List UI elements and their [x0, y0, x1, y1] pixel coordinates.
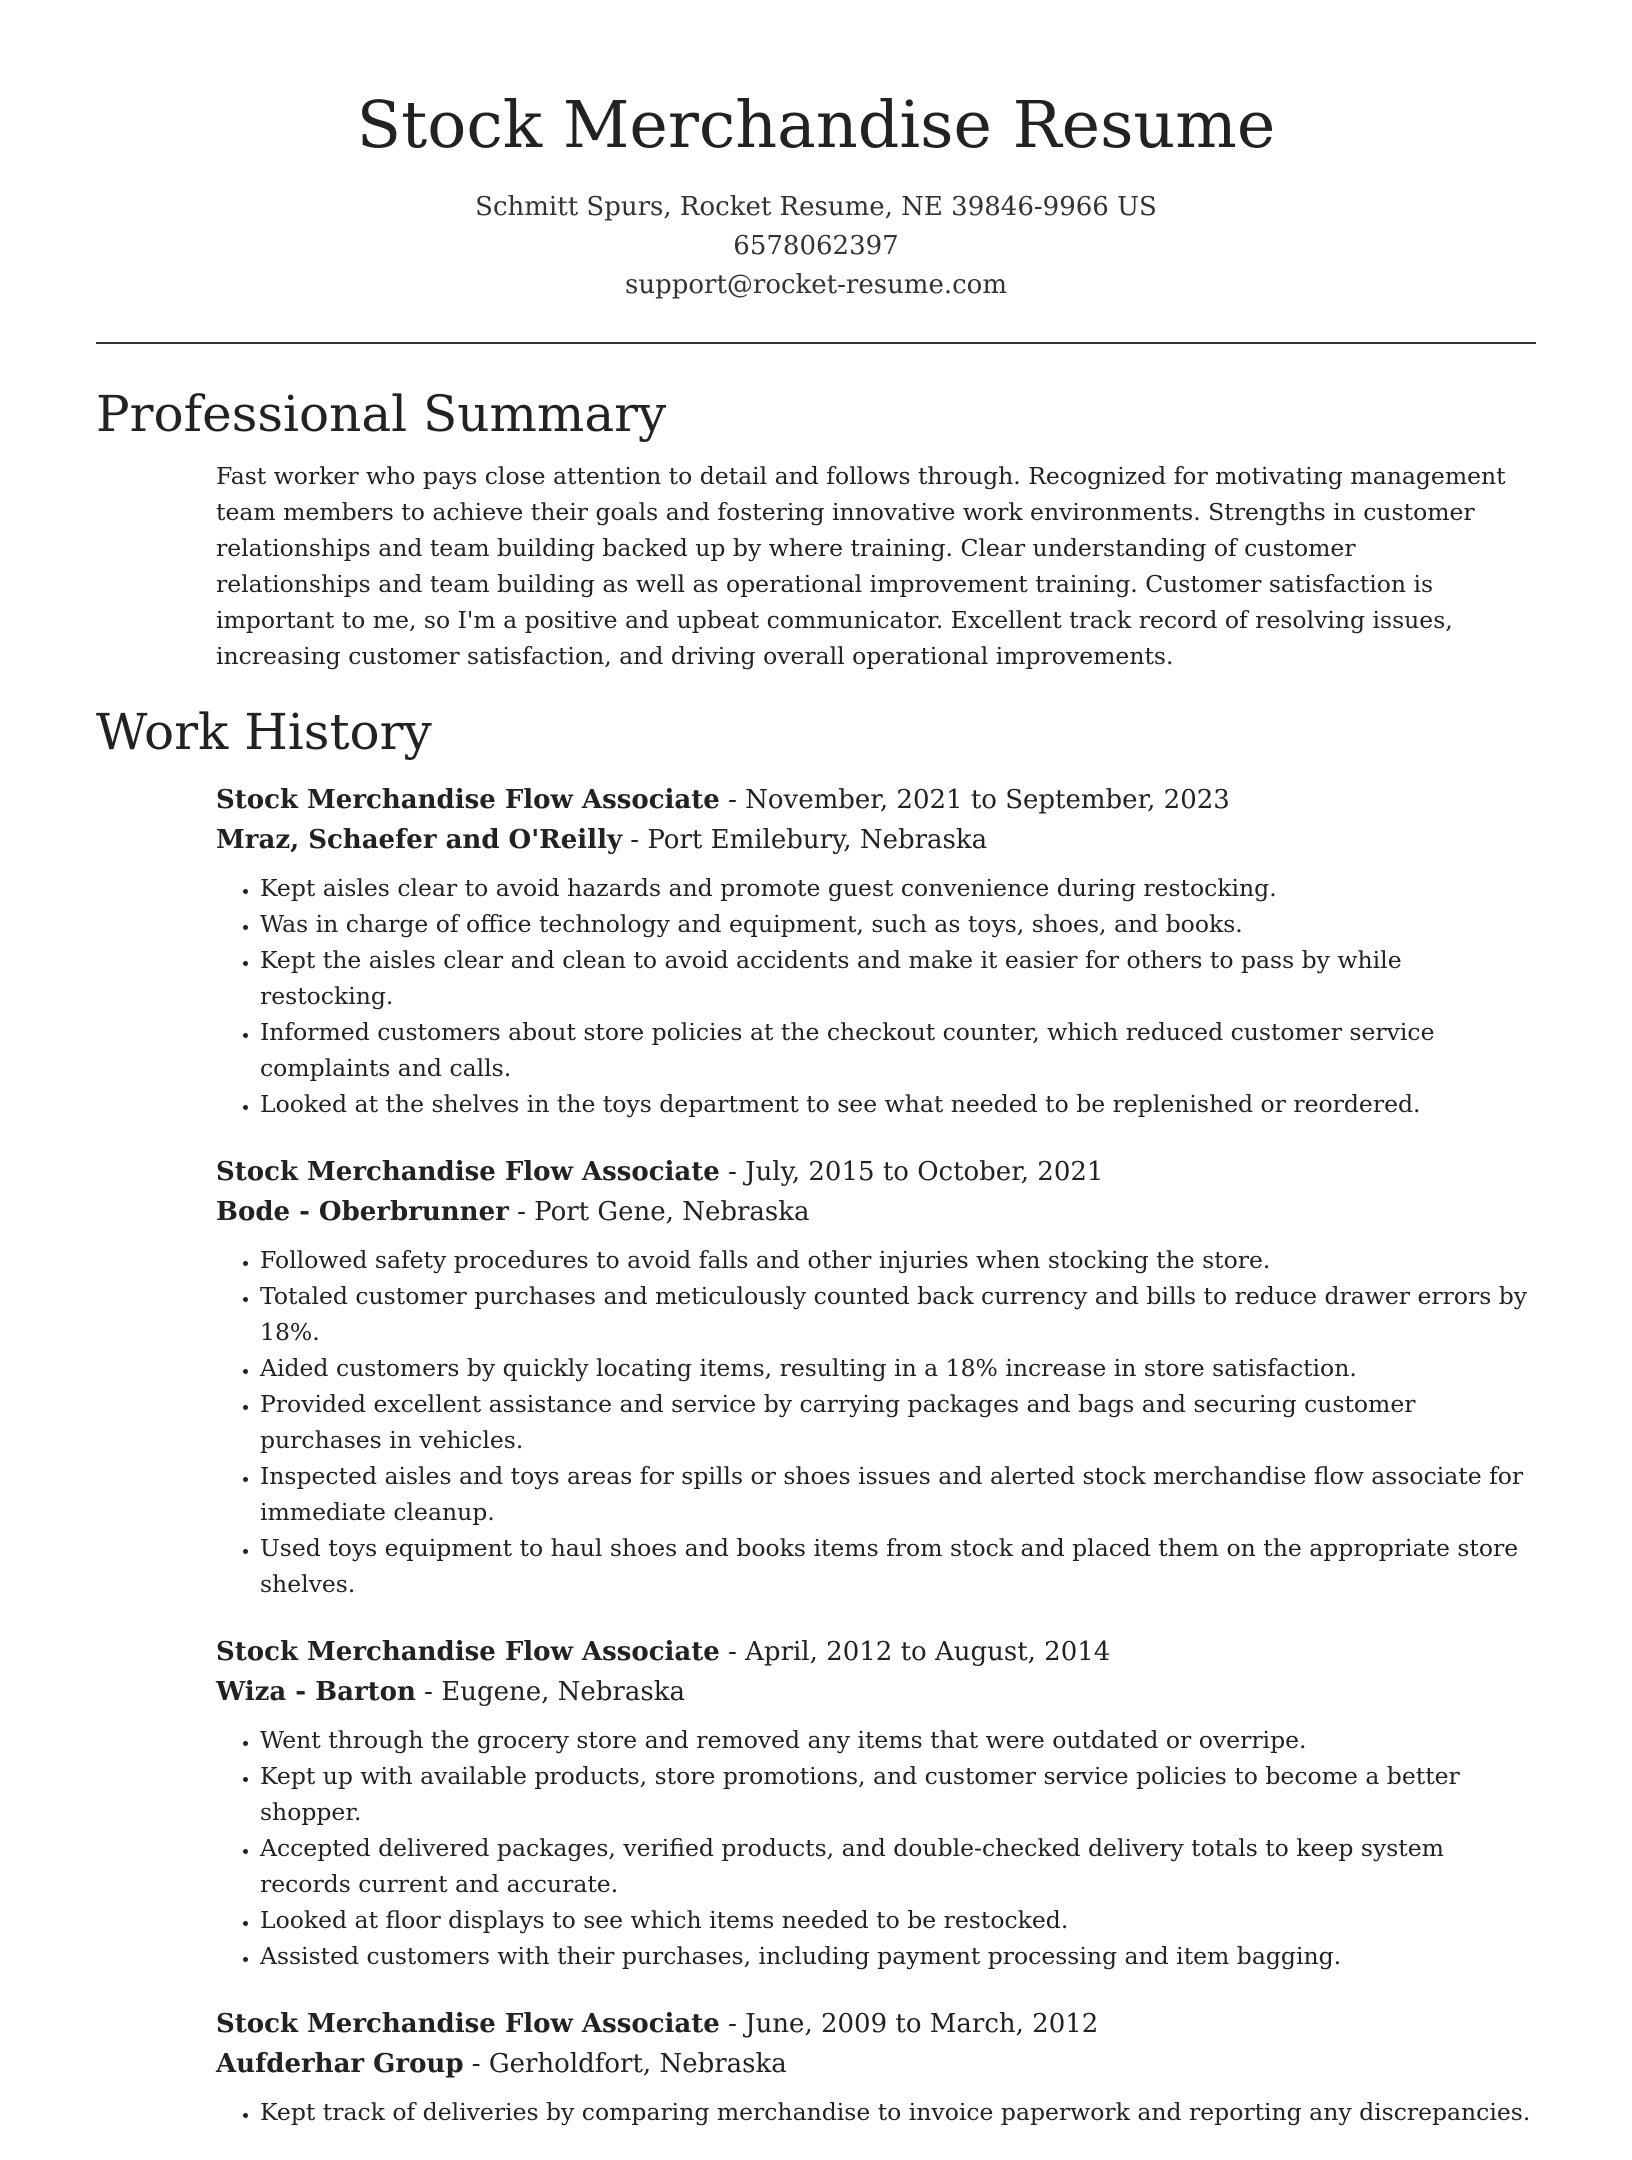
job-title-line	[216, 2004, 1536, 2044]
company-location: - Port Gene, Nebraska	[508, 1197, 810, 1227]
job-bullet: • Looked at floor displays to see which items needed to be restocked.	[260, 1902, 1540, 1938]
job-bullet: • Inspected aisles and toys areas for spills or shoes issues and alerted stock merchandise flow associate for immediate cleanup.	[260, 1458, 1540, 1530]
company-name: Aufderhar Group	[216, 2049, 464, 2079]
company-line	[216, 1672, 1536, 1712]
contact-email: support@rocket-resume.com	[624, 270, 1007, 300]
company-location: - Gerholdfort, Nebraska	[463, 2049, 787, 2079]
job-bullets	[216, 1242, 1536, 1602]
job-bullets	[216, 870, 1536, 1122]
job-bullet: • Provided excellent assistance and service by carrying packages and bags and securing customer purchases in vehicles.	[260, 1386, 1540, 1458]
job-bullet: • Aided customers by quickly locating items, resulting in a 18% increase in store satisfaction.	[260, 1350, 1540, 1386]
job-title-line	[216, 1152, 1536, 1192]
job-title: Stock Merchandise Flow Associate	[216, 2009, 720, 2039]
resume-title: Stock Merchandise Resume	[356, 88, 1276, 163]
job-bullet: • Kept up with available products, store promotions, and customer service policies to become a better shopper.	[260, 1758, 1540, 1830]
job-bullets	[216, 2094, 1536, 2130]
job-title: Stock Merchandise Flow Associate	[216, 785, 720, 815]
resume-content	[96, 378, 1536, 2160]
job-bullet: • Kept aisles clear to avoid hazards and promote guest convenience during restocking.	[260, 870, 1540, 906]
job-dates: - July, 2015 to October, 2021	[719, 1157, 1104, 1187]
job-title-line	[216, 780, 1536, 820]
job-bullet: • Went through the grocery store and removed any items that were outdated or overripe.	[260, 1722, 1540, 1758]
company-name: Wiza - Barton	[216, 1677, 416, 1707]
job-bullet: • Informed customers about store policies at the checkout counter, which reduced customer service complaints and calls.	[260, 1014, 1540, 1086]
job-bullet: • Was in charge of office technology and equipment, such as toys, shoes, and books.	[260, 906, 1540, 942]
job-dates: - November, 2021 to September, 2023	[719, 785, 1230, 815]
job-entry	[216, 1632, 1536, 1974]
job-title: Stock Merchandise Flow Associate	[216, 1157, 720, 1187]
job-bullet: • Kept the aisles clear and clean to avoid accidents and make it easier for others to pass by while restocking.	[260, 942, 1540, 1014]
company-location: - Port Emilebury, Nebraska	[622, 825, 988, 855]
company-line	[216, 2044, 1536, 2084]
job-entry	[216, 780, 1536, 1122]
job-list	[216, 780, 1536, 2130]
job-bullet: • Looked at the shelves in the toys department to see what needed to be replenished or reordered.	[260, 1086, 1540, 1122]
summary-text: Fast worker who pays close attention to detail and follows through. Recognized for motivating management team members to achieve their goals and fostering innovative work environments. Strengths in customer relationships and team building backed up by where training. Clear understanding of customer relationships and team building as well as operational improvement training. Customer satisfaction is important to me, so I'm a positive and upbeat communicator. Excellent track record of resolving issues, increasing customer satisfaction, and driving overall operational improvements.	[216, 462, 1506, 670]
job-dates: - April, 2012 to August, 2014	[719, 1637, 1111, 1667]
job-dates: - June, 2009 to March, 2012	[719, 2009, 1099, 2039]
job-title-line	[216, 1632, 1536, 1672]
job-entry	[216, 2004, 1536, 2130]
summary-section	[96, 378, 1536, 674]
company-line	[216, 820, 1536, 860]
company-name: Bode - Oberbrunner	[216, 1197, 509, 1227]
company-name: Mraz, Schaefer and O'Reilly	[216, 825, 623, 855]
company-line	[216, 1192, 1536, 1232]
resume-header	[0, 0, 1632, 305]
job-bullet: • Assisted customers with their purchases, including payment processing and item bagging.	[260, 1938, 1540, 1974]
job-bullet: • Kept track of deliveries by comparing merchandise to invoice paperwork and reporting any discrepancies.	[260, 2094, 1540, 2130]
work-history-section	[96, 696, 1536, 2130]
job-entry	[216, 1152, 1536, 1602]
job-title: Stock Merchandise Flow Associate	[216, 1637, 720, 1667]
job-bullet: • Accepted delivered packages, verified products, and double-checked delivery totals to keep system records current and accurate.	[260, 1830, 1540, 1902]
contact-address: Schmitt Spurs, Rocket Resume, NE 39846-9966 US	[475, 192, 1157, 222]
job-bullets	[216, 1722, 1536, 1974]
company-location: - Eugene, Nebraska	[415, 1677, 685, 1707]
header-divider	[96, 342, 1536, 344]
job-bullet: • Followed safety procedures to avoid falls and other injuries when stocking the store.	[260, 1242, 1540, 1278]
contact-info	[0, 188, 1632, 305]
job-bullet: • Used toys equipment to haul shoes and books items from stock and placed them on the appropriate store shelves.	[260, 1530, 1540, 1602]
contact-phone: 6578062397	[733, 231, 899, 261]
work-history-heading: Work History	[96, 703, 432, 761]
job-bullet: • Totaled customer purchases and meticulously counted back currency and bills to reduce drawer errors by 18%.	[260, 1278, 1540, 1350]
summary-heading: Professional Summary	[96, 385, 667, 443]
